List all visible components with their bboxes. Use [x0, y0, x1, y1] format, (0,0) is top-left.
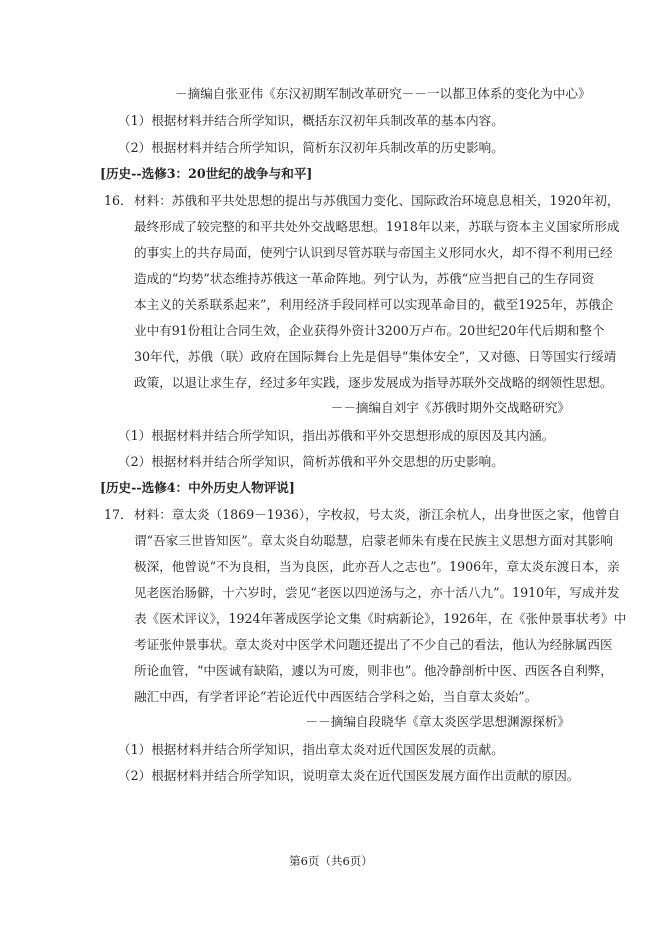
- source-citation-q15: －摘编自张亚伟《东汉初期军制改革研究－－一以都卫体系的变化为中心》: [175, 86, 591, 101]
- material-line: 谓“吾家三世皆知医”。章太炎自幼聪慧，启蒙老师朱有虔在民族主义思想方面对其影响: [134, 533, 613, 548]
- material-line: 造成的“均势”状态维持苏俄这一革命阵地。列宁认为，苏俄“应当把自己的生存同资: [134, 271, 595, 286]
- material-line: 考证张仲景事状。章太炎对中医学术问题还提出了不少自己的看法，他认为经脉属西医: [134, 637, 613, 652]
- question-15-part2: （2）根据材料并结合所学知识，简析东汉初年兵制改革的历史影响。: [118, 140, 504, 155]
- material-line: 材料：苏俄和平共处思想的提出与苏俄国力变化、国际政治环境息息相关，1920年初，: [134, 193, 620, 208]
- question-15-part1: （1）根据材料并结合所学知识，概括东汉初年兵制改革的基本内容。: [118, 113, 504, 128]
- question-17-part1: （1）根据材料并结合所学知识，指出章太炎对近代国医发展的贡献。: [118, 742, 504, 757]
- section-title-elective-4: [历史--选修4：中外历史人物评说]: [100, 480, 295, 495]
- material-line: 融汇中西，有学者评论“若论近代中西医结合学科之始，当自章太炎始”。: [134, 689, 538, 704]
- question-number-16: 16．: [104, 193, 133, 208]
- material-line: 政策，以退让求生存，经过多年实践，逐步发展成为指导苏联外交战略的纲领性思想。: [134, 375, 613, 390]
- material-line: 本主义的关系联系起来”，利用经济手段同样可以实现革命目的，截至1925年，苏俄企: [134, 297, 614, 312]
- material-line: 极深，他曾说“不为良相，当为良医，此亦吾人之志也”。1906年，章太炎东渡日本，亲: [134, 559, 620, 574]
- page-number-footer: 第6页（共6页）: [289, 854, 373, 868]
- question-16-part1: （1）根据材料并结合所学知识，指出苏俄和平外交思想形成的原因及其内涵。: [118, 428, 555, 443]
- material-line: 所论血管，“中医诚有缺陷，遽以为可废，则非也”。他冷静剖析中医、西医各自利弊，: [134, 663, 613, 678]
- material-line: 见老医治肠僻，十六岁时，尝见“老医以四逆汤与之，亦十活八九”。1910年，写成并发: [134, 585, 620, 600]
- material-line: 表《医术评议》，1924年著成医学论文集《时病新论》，1926年，在《张仲景事状考》中: [134, 611, 627, 626]
- source-citation-q16: －－摘编自刘宇《苏俄时期外交战略研究》: [330, 400, 570, 415]
- material-line: 30年代，苏俄（联）政府在国际舞台上先是倡导“集体安全”，又对德、日等国实行绥靖: [134, 349, 617, 364]
- material-line: 业中有91份租让合同生效，企业获得外资计3200万卢布。20世纪20年代后期和整个: [134, 323, 605, 338]
- question-17-part2: （2）根据材料并结合所学知识，说明章太炎在近代国医发展方面作出贡献的原因。: [118, 768, 580, 783]
- section-title-elective-3: [历史--选修3：20世纪的战争与和平]: [100, 166, 313, 181]
- question-number-17: 17．: [104, 507, 133, 522]
- material-line: 材料：章太炎（1869－1936），字枚叔，号太炎，浙江余杭人，出身世医之家，他曾自: [134, 507, 620, 522]
- material-line: 最终形成了较完整的和平共处外交战略思想。1918年以来，苏联与资本主义国家所形成: [134, 219, 620, 234]
- question-16-part2: （2）根据材料并结合所学知识，简析苏俄和平外交思想的历史影响。: [118, 454, 504, 469]
- source-citation-q17: －－摘编自段晓华《章太炎医学思想渊源探析》: [305, 714, 570, 729]
- material-line: 的事实上的共存局面，使列宁认识到尽管苏联与帝国主义形同水火，却不得不利用已经: [134, 245, 613, 260]
